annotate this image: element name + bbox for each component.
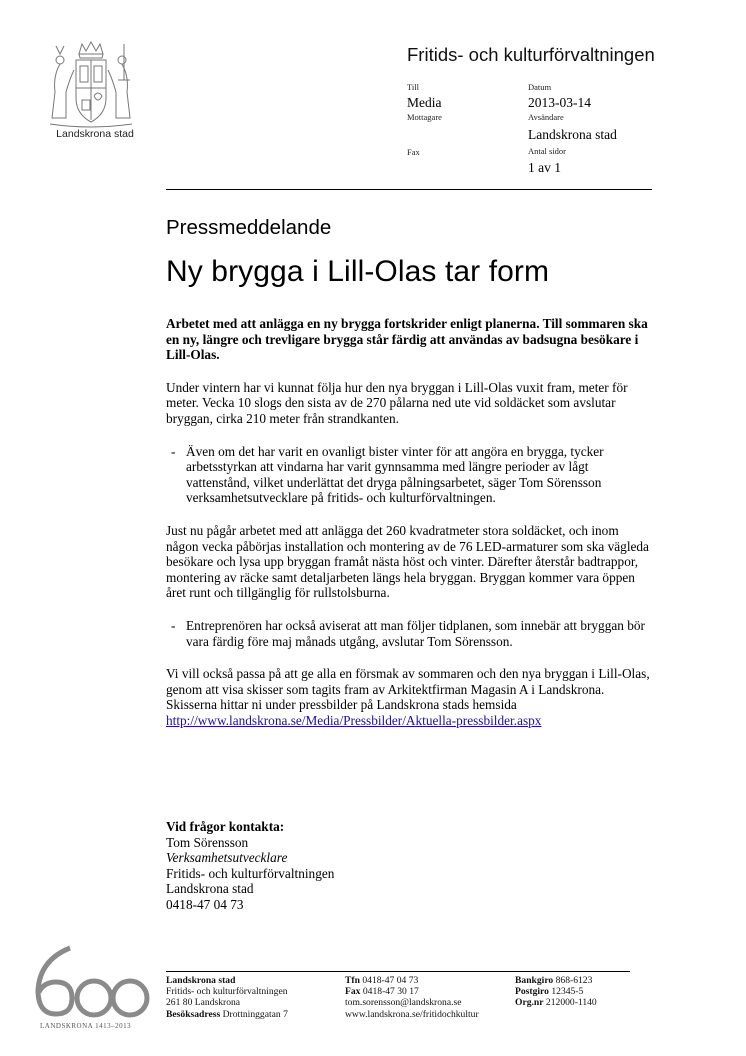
department-name: Fritids- och kulturförvaltningen [407,44,655,65]
lead-paragraph: Arbetet med att anlägga en ny brygga fortskrider enligt planerna. Till sommaren ska en ny, längre och trevligare brygga står färdig att användas av badsugna besökare i Lill-Olas. [166,316,648,363]
footer-postgiro-value: 12345-5 [551,986,584,998]
pages-value: 1 av 1 [528,160,561,175]
quote-dash: - [171,443,176,459]
footer-bankgiro-label: Bankgiro [515,975,554,986]
anniversary-600-icon [30,942,152,1032]
contact-heading: Vid frågor kontakta: [166,819,285,834]
contact-phone: 0418-47 04 73 [166,896,244,912]
anniversary-caption: LANDSKRONA 1413–2013 [40,1022,132,1030]
footer-visit-label: Besöksadress [166,1008,221,1020]
footer-address [166,975,288,1020]
footer-fax-label: Fax [345,986,361,998]
quote-2 [166,618,652,649]
crest-caption: Landskrona stad [56,128,134,140]
sender-value: Landskrona stad [528,127,617,142]
footer-tfn-value: 0418-47 04 73 [362,975,419,986]
date-label: Datum [528,82,552,92]
footer-banking [515,975,597,1009]
paragraph-3 [166,666,652,728]
footer-tfn-label: Tfn [345,975,360,986]
to-label: Till [407,82,419,92]
quote-2-text: Entreprenören har också aviserat att man följer tidplanen, som innebär att bryggan bör vara färdig före maj månads utgång, avslutar Tom Sörensson. [186,617,645,649]
contact-org: Fritids- och kulturförvaltningen [166,865,335,881]
footer-org-name: Landskrona stad [166,975,236,986]
footer-bankgiro-value: 868-6123 [555,975,593,986]
to-value: Media [407,95,442,110]
footer-orgnr-value: 212000-1140 [545,997,597,1009]
contact-role: Verksamhetsutvecklare [166,850,288,866]
footer-email: tom.sorensson@landskrona.se [345,997,462,1009]
press-images-link[interactable]: http://www.landskrona.se/Media/Pressbilder/Aktuella-pressbilder.aspx [166,712,542,728]
sender-label: Avsändare [528,112,564,122]
date-value: 2013-03-14 [528,95,591,110]
coat-of-arms-icon [46,40,136,132]
quote-dash: - [171,617,176,633]
pages-label: Antal sidor [528,146,567,156]
footer-divider [166,971,630,972]
footer-contact [345,975,479,1020]
quote-1 [166,444,652,506]
coat-of-arms-logo [46,40,136,132]
footer-visit-value: Drottninggatan 7 [222,1008,288,1020]
header-divider [166,189,652,190]
paragraph-1: Under vintern har vi kunnat följa hur den nya bryggan i Lill-Olas vuxit fram, meter för meter. Vecka 10 slogs den sista av de 270 pålarna ned ute vid soldäcket som avslutar bryggan, cirka 210 meter från strandkanten. [166,379,628,426]
footer-web: www.landskrona.se/fritidochkultur [345,1008,479,1020]
footer-fax-value: 0418-47 30 17 [362,986,419,998]
contact-block [166,819,334,913]
contact-name: Tom Sörensson [166,834,249,850]
footer-postgiro-label: Postgiro [515,986,549,998]
fax-label: Fax [407,147,420,157]
quote-1-text: Även om det har varit en ovanligt bister vinter för att angöra en brygga, tycker arbetsstyrkan att vindarna har varit gynnsamma med längre perioder av lågt vattenstånd, vilket underlättat det dryga pålningsarbetet, säger Tom Sörensson verksamhetsutvecklare på fritids- och kulturförvaltningen. [186,443,604,506]
recipient-label: Mottagare [407,112,442,122]
anniversary-logo [30,942,152,1032]
page-title: Ny brygga i Lill-Olas tar form [166,255,550,288]
article-body [166,316,652,745]
paragraph-2: Just nu pågår arbetet med att anlägga det 260 kvadratmeter stora soldäcket, och inom någon vecka påbörjas installation och montering av de 76 LED-armaturer som ska vägleda besökare och lysa upp bryggan framåt nästa höst och vinter. Därefter återstår badtrappor, montering av räcke samt detaljarbeten längs hela bryggan. Bryggan kommer vara öppen året runt och tillgänglig för rullstolsburna. [166,522,649,601]
footer-postal: 261 80 Landskrona [166,997,241,1009]
footer-orgnr-label: Org.nr [515,997,544,1009]
contact-city: Landskrona stad [166,881,254,897]
footer-org-dept: Fritids- och kulturförvaltningen [166,986,288,998]
document-type: Pressmeddelande [166,216,332,239]
paragraph-3-text: Vi vill också passa på att ge alla en försmak av sommaren och den nya bryggan i Lill-Olas, genom att visa skisser som tagits fram av Arkitektfirman Magasin A i Landskrona. Skisserna hittar ni under pressbilder på Landskrona stads hemsida [166,666,650,713]
